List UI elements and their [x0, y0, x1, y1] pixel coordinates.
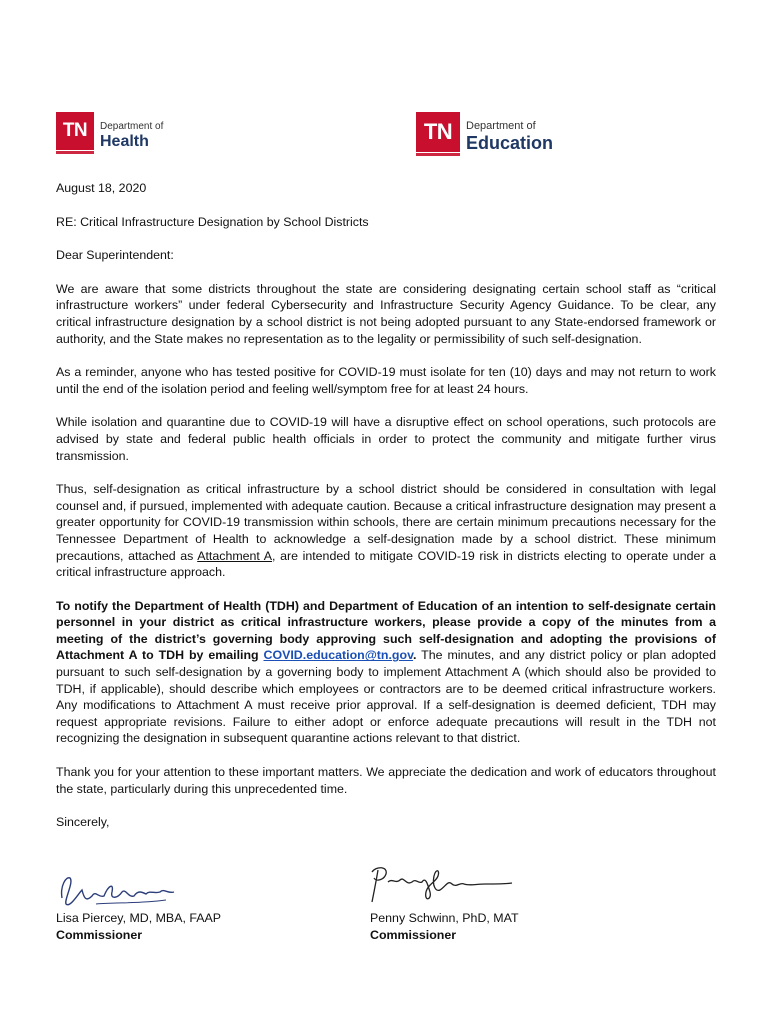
paragraph-2: As a reminder, anyone who has tested positive for COVID-19 must isolate for ten (10) days and may not return to work until the end of the isolation period and feeling well/symptom free for at least 24 hours.	[56, 365, 716, 396]
health-dept-line2: Health	[100, 133, 149, 150]
health-dept-wordmark	[100, 122, 163, 150]
education-dept-wordmark	[466, 121, 553, 152]
signatory-piercey	[56, 910, 221, 943]
health-dept-line1: Department of	[100, 121, 164, 132]
email-link[interactable]: COVID.education@tn.gov	[263, 648, 414, 663]
paragraph-5	[56, 598, 716, 747]
paragraph-4-part-a: Thus, self-designation as critical infrastructure by a school district should be considered in consultation with legal counsel and, if pursued, implemented with adequate caution. Because a critical infrastructure designation may present a greater opportunity for COVID-19 transmission within schools, there are certain minimum precautions necessary for the Tennessee Department of Health to acknowledge a self-designation made by a school district. These minimum precautions, attached as	[56, 482, 716, 563]
paragraph-4-part-b: , are intended to mitigate COVID-19 risk in districts electing to operate under a critical infrastructure approach.	[56, 548, 716, 580]
signature-schwinn	[366, 862, 516, 908]
letter-subject: RE: Critical Infrastructure Designation by School Districts	[56, 214, 369, 229]
signature-area	[56, 862, 716, 952]
letter-closing: Sincerely,	[56, 815, 110, 830]
tn-badge-text: TN	[423, 119, 453, 144]
tn-health-logo	[56, 112, 163, 150]
tn-badge-health	[56, 112, 94, 150]
tn-badge-text: TN	[62, 120, 88, 141]
education-dept-line2: Education	[466, 133, 554, 153]
letter-body	[56, 180, 716, 848]
paragraph-6: Thank you for your attention to these important matters. We appreciate the dedication and work of educators throughout the state, particularly during this unprecedented time.	[56, 765, 716, 796]
signatory-name: Lisa Piercey, MD, MBA, FAAP	[56, 911, 222, 925]
tn-badge-education	[416, 112, 460, 152]
signature-piercey	[56, 868, 186, 912]
signatory-title: Commissioner	[370, 927, 457, 942]
attachment-a-reference: Attachment A	[197, 548, 273, 563]
paragraph-5-rest: The minutes, and any district policy or plan adopted pursuant to such self-designation by a governing body to implement Attachment A (which should also be provided to TDH, if applicable), should describe which employees or contractors are to be deemed critical infrastructure workers. Any modifications to Attachment A must receive prior approval. If a self-designation is deemed deficient, TDH may request appropriate revisions. Failure to either adopt or enforce adequate precautions will result in the TDH not recognizing the designation in subsequent quarantine actions relevant to that district.	[56, 648, 716, 746]
paragraph-3: While isolation and quarantine due to COVID-19 will have a disruptive effect on school operations, such protocols are advised by state and federal public health officials in order to protect the community and mitigate further virus transmission.	[56, 415, 716, 463]
paragraph-1: We are aware that some districts throughout the state are considering designating certain school staff as “critical infrastructure workers” under federal Cybersecurity and Infrastructure Security Agency Guidance. To be clear, any critical infrastructure designation by a school district is not being adopted pursuant to any State-endorsed framework or authority, and the State makes no representation as to the legality or permissibility of such self-designation.	[56, 281, 716, 346]
letter-date: August 18, 2020	[56, 181, 147, 195]
signatory-title: Commissioner	[56, 927, 143, 942]
tn-education-logo	[416, 112, 553, 152]
paragraph-5-period: .	[413, 648, 417, 663]
paragraph-5-bold: To notify the Department of Health (TDH) and Department of Education of an intention to self-designate certain personnel in your district as critical infrastructure workers, please provide a copy of the minutes from a meeting of the district’s governing body approving such self-designation and adopting the provisions of Attachment A to TDH by emailing	[56, 598, 716, 663]
education-dept-line1: Department of	[466, 120, 536, 132]
letter-salutation: Dear Superintendent:	[56, 248, 174, 263]
signatory-schwinn	[370, 910, 519, 943]
paragraph-4	[56, 481, 716, 581]
signatory-name: Penny Schwinn, PhD, MAT	[370, 911, 519, 925]
